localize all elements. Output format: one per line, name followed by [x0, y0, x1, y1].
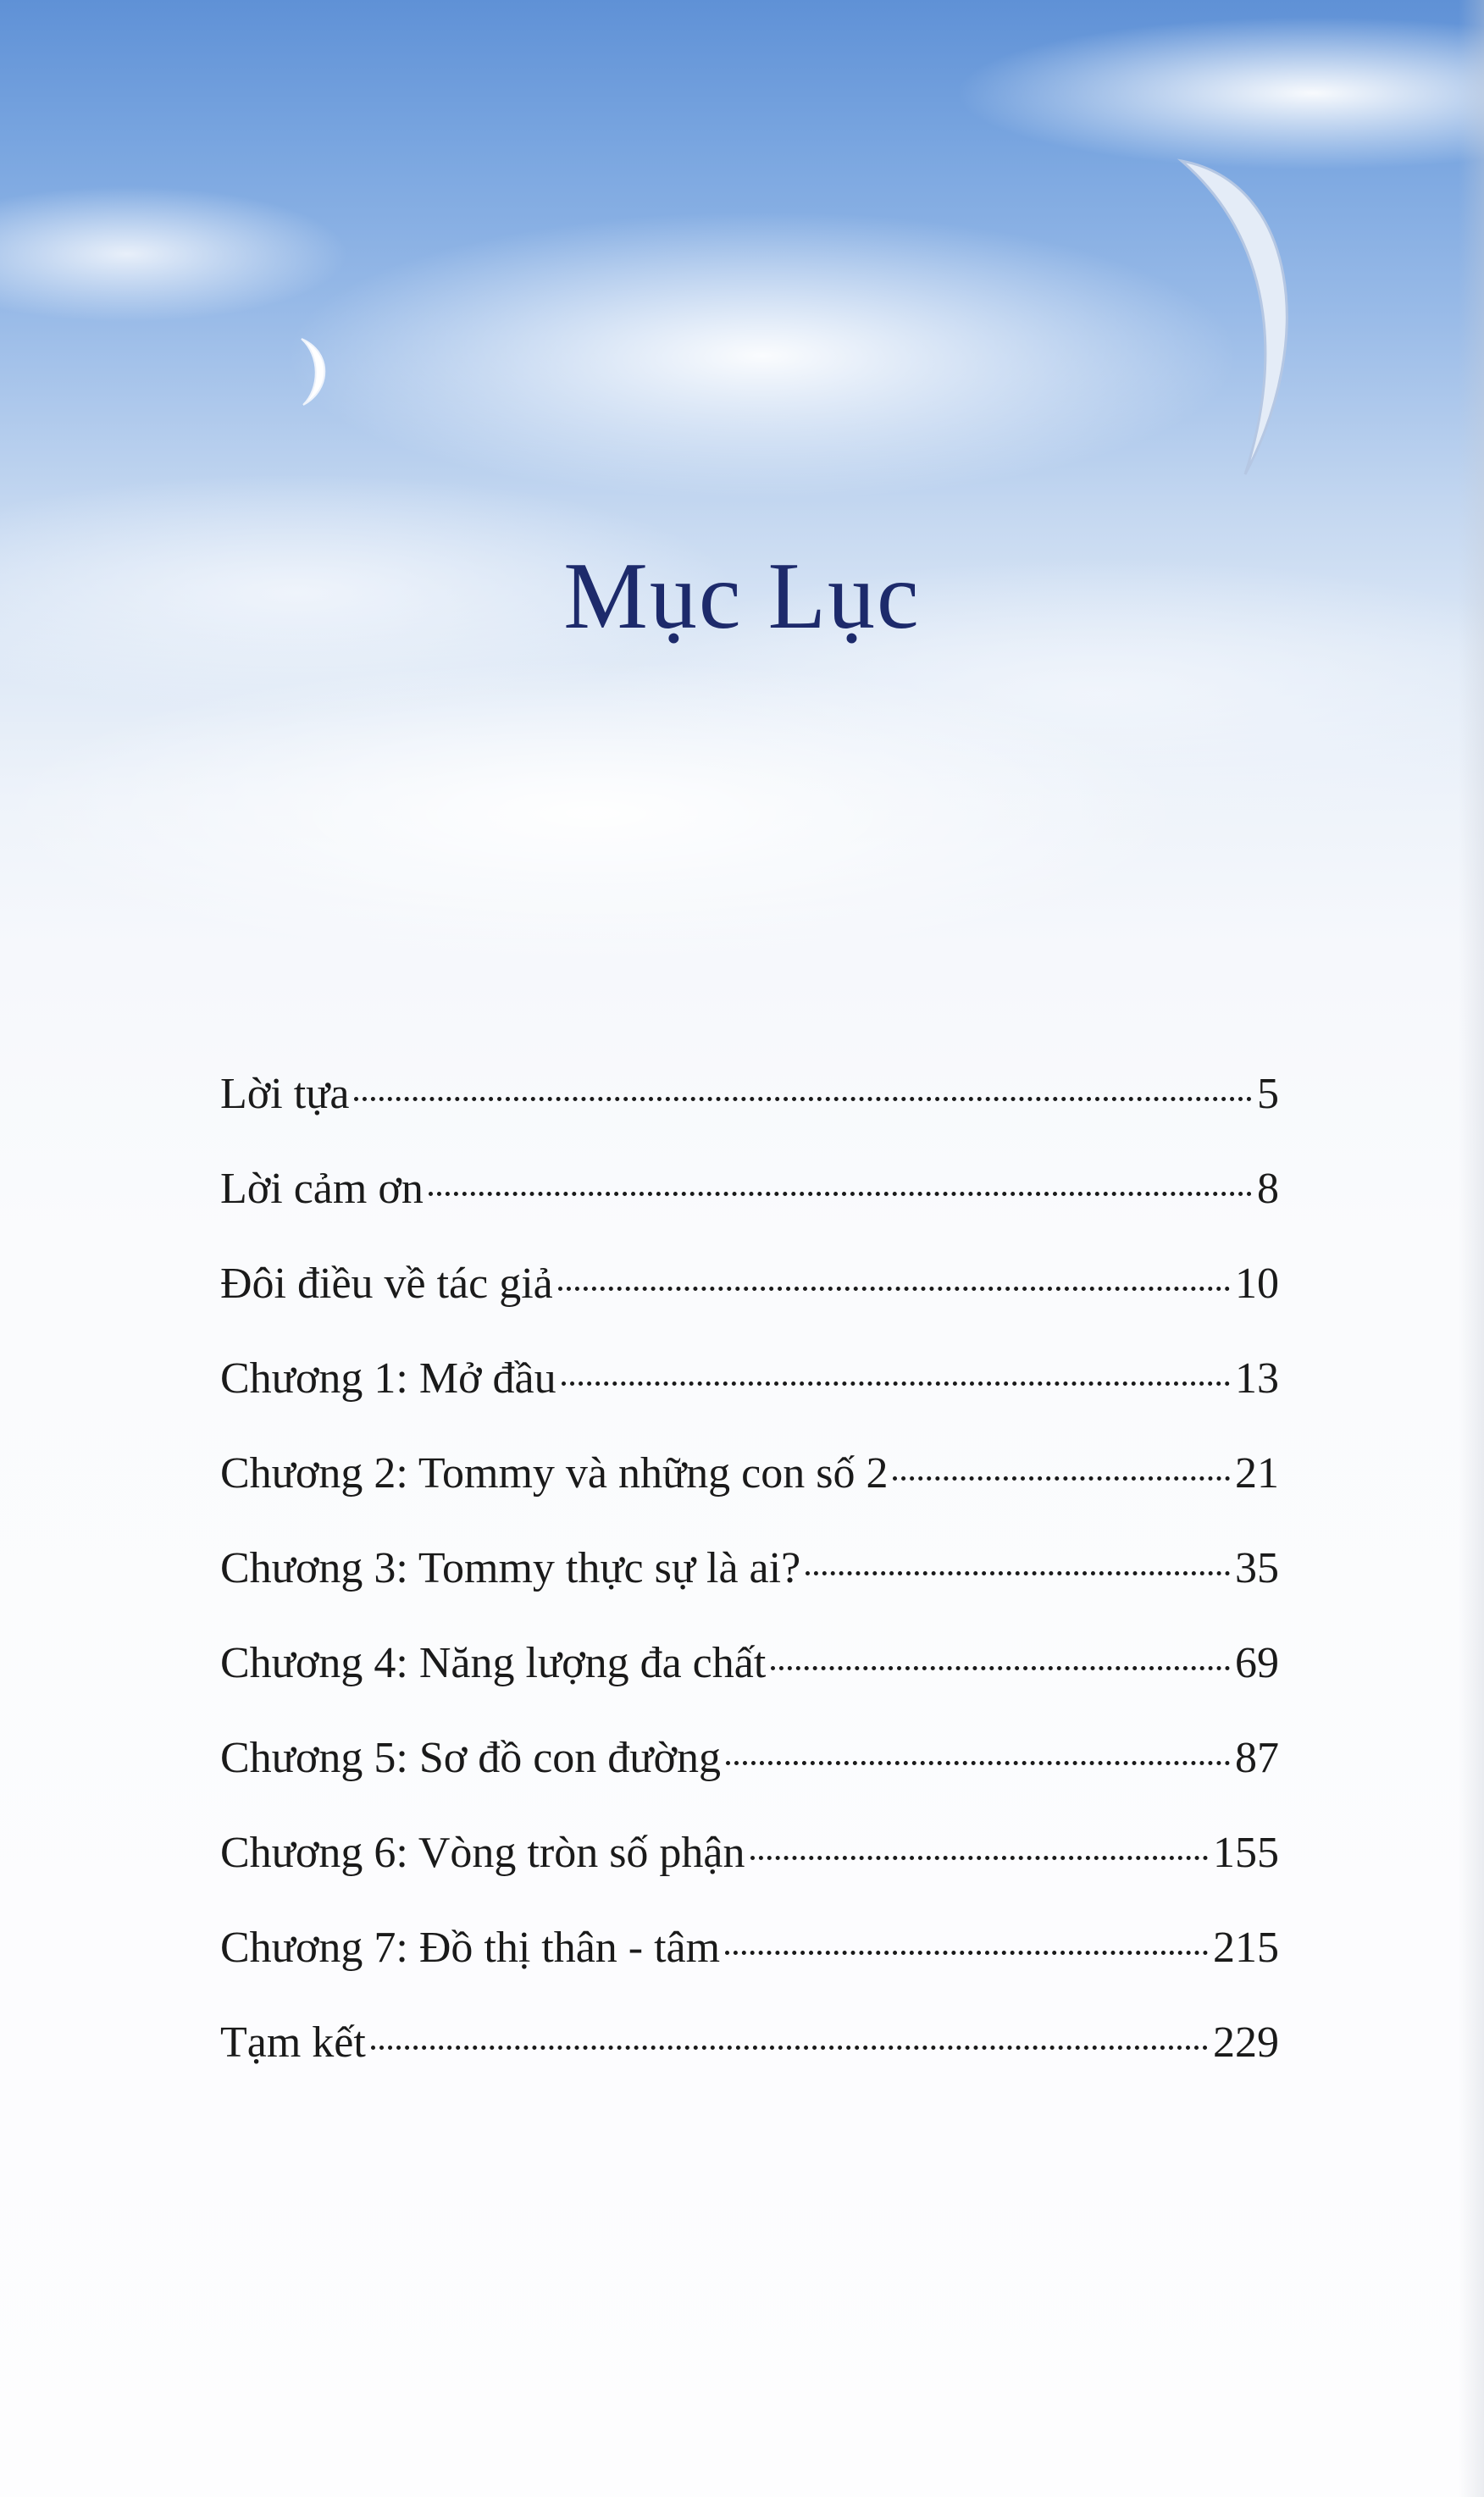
toc-entry-label: Chương 5: Sơ đồ con đường [220, 1734, 721, 1782]
toc-entry[interactable] [220, 1448, 1279, 1543]
toc-entry-page-number: 215 [1213, 1924, 1279, 1972]
toc-entry-page-number: 155 [1213, 1829, 1279, 1877]
toc-entry[interactable] [220, 1923, 1279, 2018]
page-edge-shadow [1459, 0, 1484, 2497]
table-of-contents [220, 1069, 1279, 2112]
toc-entry-page-number: 87 [1235, 1734, 1279, 1782]
toc-dot-leader [725, 1951, 1208, 1955]
toc-entry[interactable] [220, 1828, 1279, 1923]
toc-dot-leader [558, 1287, 1230, 1291]
toc-entry-page-number: 35 [1235, 1544, 1279, 1592]
toc-entry-label: Đôi điều về tác giả [220, 1260, 553, 1308]
toc-entry-page-number: 229 [1213, 2018, 1279, 2067]
toc-entry-label: Chương 3: Tommy thực sự là ai? [220, 1544, 801, 1592]
cloud-shape [957, 17, 1484, 169]
toc-entry[interactable] [220, 1543, 1279, 1638]
toc-entry[interactable] [220, 1259, 1279, 1354]
toc-entry-label: Chương 4: Năng lượng đa chất [220, 1639, 767, 1687]
toc-entry-page-number: 8 [1257, 1165, 1279, 1213]
toc-dot-leader [354, 1097, 1252, 1101]
toc-entry[interactable] [220, 1164, 1279, 1259]
toc-entry-page-number: 21 [1235, 1449, 1279, 1498]
toc-dot-leader [750, 1856, 1208, 1860]
toc-entry[interactable] [220, 1733, 1279, 1828]
toc-dot-leader [726, 1761, 1230, 1765]
toc-dot-leader [562, 1381, 1230, 1386]
toc-entry[interactable] [220, 1069, 1279, 1164]
toc-entry[interactable] [220, 1354, 1279, 1448]
toc-dot-leader [893, 1476, 1230, 1481]
toc-dot-leader [371, 2046, 1208, 2050]
toc-entry-label: Tạm kết [220, 2018, 366, 2067]
toc-dot-leader [429, 1192, 1252, 1196]
toc-entry-page-number: 5 [1257, 1070, 1279, 1118]
toc-entry-page-number: 69 [1235, 1639, 1279, 1687]
cloud-shape [0, 186, 347, 322]
toc-entry-label: Chương 6: Vòng tròn số phận [220, 1829, 745, 1877]
toc-entry[interactable] [220, 1638, 1279, 1733]
toc-dot-leader [806, 1571, 1230, 1575]
toc-entry-label: Lời tựa [220, 1070, 350, 1118]
cloud-shape [0, 661, 1186, 966]
toc-entry-label: Chương 1: Mở đầu [220, 1354, 556, 1403]
toc-entry[interactable] [220, 2018, 1279, 2112]
toc-entry-page-number: 10 [1235, 1260, 1279, 1308]
page-title: Mục Lục [563, 544, 921, 649]
toc-dot-leader [771, 1666, 1230, 1670]
toc-entry-label: Chương 2: Tommy và những con số 2 [220, 1449, 889, 1498]
toc-entry-page-number: 13 [1235, 1354, 1279, 1403]
toc-entry-label: Chương 7: Đồ thị thân - tâm [220, 1924, 721, 1972]
cloud-shape [288, 212, 1237, 500]
toc-entry-label: Lời cảm ơn [220, 1165, 424, 1213]
